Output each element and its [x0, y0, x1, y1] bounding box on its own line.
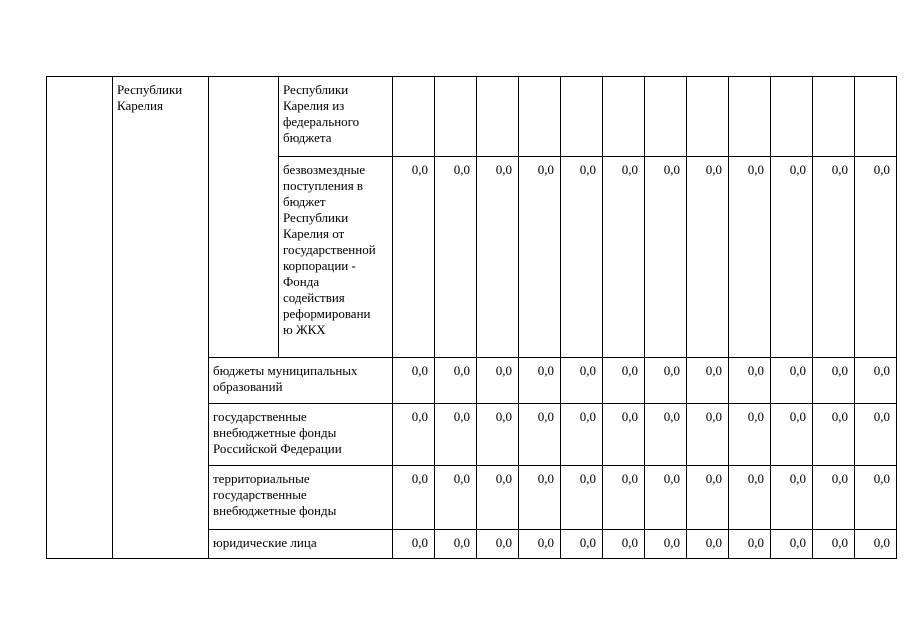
value-cell: 0,0: [771, 530, 813, 559]
source-name: юридические лица: [209, 530, 393, 559]
value-cell: 0,0: [729, 466, 771, 530]
value-cell: 0,0: [771, 157, 813, 358]
value-cell: [519, 77, 561, 157]
value-cell: 0,0: [519, 466, 561, 530]
value-cell: 0,0: [393, 404, 435, 466]
value-cell: 0,0: [603, 466, 645, 530]
value-cell: [855, 77, 897, 157]
value-cell: 0,0: [477, 157, 519, 358]
value-cell: 0,0: [813, 404, 855, 466]
value-cell: 0,0: [687, 157, 729, 358]
value-cell: [687, 77, 729, 157]
source-name: Республики Карелия из федерального бюджета: [279, 77, 393, 157]
value-cell: 0,0: [477, 530, 519, 559]
value-cell: 0,0: [393, 157, 435, 358]
source-name: бюджеты муниципальных образований: [209, 358, 393, 404]
value-cell: 0,0: [687, 466, 729, 530]
value-cell: [813, 77, 855, 157]
value-cell: 0,0: [771, 358, 813, 404]
value-cell: 0,0: [813, 157, 855, 358]
source-name: безвозмездные поступления в бюджет Республики Карелия от государственной корпорации - Фонда содействия реформировани ю ЖКХ: [279, 157, 393, 358]
empty-first-column: [47, 77, 113, 559]
value-cell: 0,0: [435, 466, 477, 530]
value-cell: 0,0: [729, 358, 771, 404]
value-cell: 0,0: [645, 530, 687, 559]
value-cell: 0,0: [435, 530, 477, 559]
value-cell: 0,0: [477, 358, 519, 404]
value-cell: 0,0: [519, 530, 561, 559]
table-row: [47, 77, 897, 157]
value-cell: 0,0: [435, 157, 477, 358]
value-cell: [645, 77, 687, 157]
value-cell: 0,0: [855, 404, 897, 466]
value-cell: [771, 77, 813, 157]
value-cell: 0,0: [393, 358, 435, 404]
value-cell: [603, 77, 645, 157]
value-cell: 0,0: [519, 157, 561, 358]
value-cell: 0,0: [855, 358, 897, 404]
value-cell: 0,0: [813, 358, 855, 404]
value-cell: 0,0: [603, 530, 645, 559]
value-cell: 0,0: [645, 358, 687, 404]
empty-subcolumn: [209, 77, 279, 358]
region-name: Республики Карелия: [113, 77, 209, 559]
value-cell: 0,0: [477, 466, 519, 530]
value-cell: 0,0: [561, 530, 603, 559]
value-cell: 0,0: [561, 157, 603, 358]
value-cell: 0,0: [435, 358, 477, 404]
value-cell: [729, 77, 771, 157]
value-cell: 0,0: [687, 358, 729, 404]
value-cell: [477, 77, 519, 157]
source-name: территориальные государственные внебюджетные фонды: [209, 466, 393, 530]
value-cell: [561, 77, 603, 157]
value-cell: 0,0: [771, 466, 813, 530]
value-cell: 0,0: [603, 404, 645, 466]
value-cell: 0,0: [729, 157, 771, 358]
value-cell: 0,0: [645, 466, 687, 530]
value-cell: 0,0: [393, 530, 435, 559]
value-cell: 0,0: [687, 404, 729, 466]
value-cell: 0,0: [813, 530, 855, 559]
value-cell: 0,0: [477, 404, 519, 466]
value-cell: 0,0: [645, 157, 687, 358]
value-cell: 0,0: [393, 466, 435, 530]
value-cell: 0,0: [855, 466, 897, 530]
value-cell: 0,0: [519, 358, 561, 404]
value-cell: 0,0: [729, 404, 771, 466]
value-cell: 0,0: [645, 404, 687, 466]
value-cell: [393, 77, 435, 157]
value-cell: 0,0: [855, 157, 897, 358]
source-name: государственные внебюджетные фонды Российской Федерации: [209, 404, 393, 466]
value-cell: 0,0: [435, 404, 477, 466]
value-cell: 0,0: [519, 404, 561, 466]
value-cell: 0,0: [561, 466, 603, 530]
value-cell: 0,0: [813, 466, 855, 530]
value-cell: 0,0: [561, 358, 603, 404]
funding-table: [46, 76, 897, 559]
value-cell: 0,0: [603, 358, 645, 404]
value-cell: 0,0: [729, 530, 771, 559]
value-cell: 0,0: [603, 157, 645, 358]
value-cell: 0,0: [687, 530, 729, 559]
value-cell: 0,0: [855, 530, 897, 559]
value-cell: [435, 77, 477, 157]
value-cell: 0,0: [561, 404, 603, 466]
value-cell: 0,0: [771, 404, 813, 466]
